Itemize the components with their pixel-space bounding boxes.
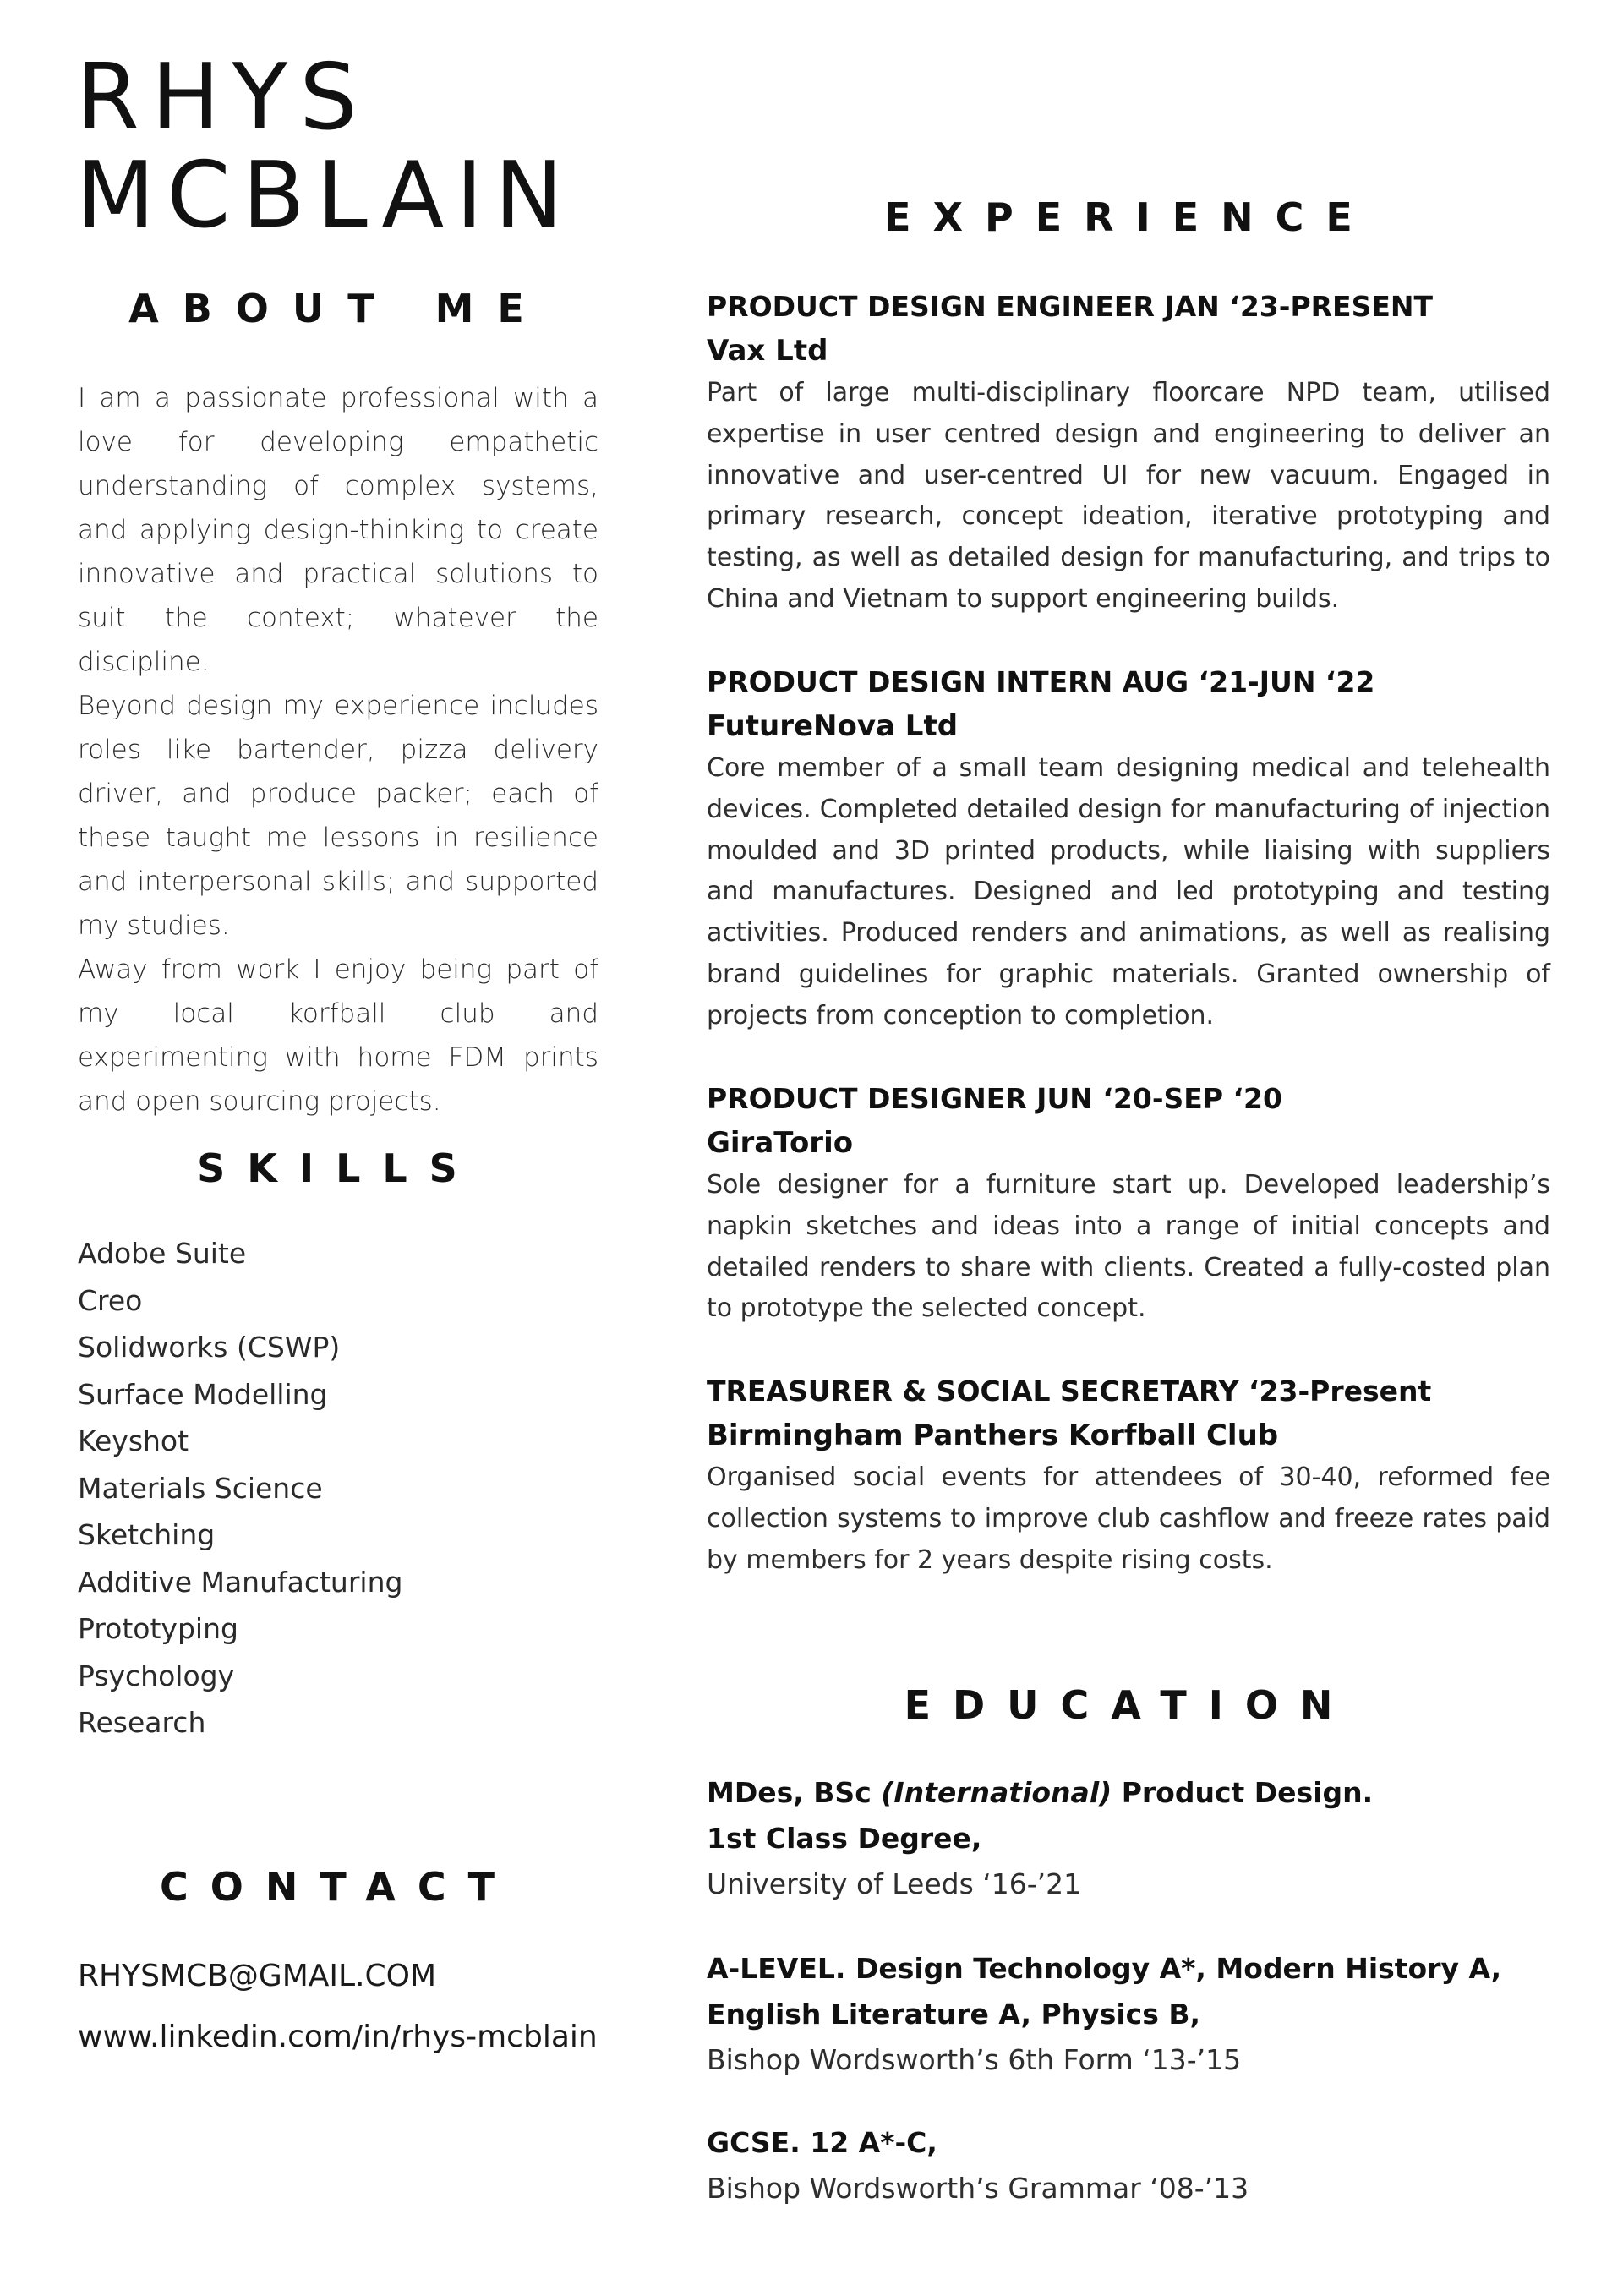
job-entry	[707, 285, 1550, 620]
degree-qualifier: (International)	[881, 1776, 1112, 1809]
about-paragraph: I am a passionate professional with a love for developing empathetic understanding of complex systems, and applying design-thinking to create innovative and practical solutions to suit the context; whatever the discipline.	[78, 383, 598, 677]
candidate-name	[76, 45, 668, 249]
education-heading: EDUCATION	[904, 1682, 1355, 1728]
contact-heading: CONTACT	[160, 1864, 516, 1910]
name-first: RHYS	[76, 45, 369, 150]
skill-item: Prototyping	[78, 1612, 238, 1645]
job-company: FutureNova Ltd	[707, 709, 959, 743]
degree-classification: 1st Class Degree,	[707, 1822, 982, 1855]
job-entry	[707, 1077, 1550, 1330]
job-title: TREASURER & SOCIAL SECRETARY ‘23-Present	[707, 1375, 1432, 1408]
experience-heading: EXPERIENCE	[884, 194, 1374, 240]
about-heading: ABOUT ME	[128, 286, 548, 331]
degree-title	[707, 1770, 1552, 1816]
skill-item: Solidworks (CSWP)	[78, 1331, 341, 1364]
job-description: Organised social events for attendees of 30-40, reformed fee collection systems to improve club cashflow and freeze rates paid by members for 2 years despite rising costs.	[707, 1462, 1550, 1575]
institution: Bishop Wordsworth’s Grammar ‘08-’13	[707, 2172, 1249, 2205]
about-section	[78, 376, 598, 1123]
job-entry	[707, 660, 1550, 1037]
skill-item: Surface Modelling	[78, 1377, 328, 1411]
degree-suffix: Product Design.	[1112, 1776, 1374, 1809]
institution: Bishop Wordsworth’s 6th Form ‘13-’15	[707, 2043, 1242, 2076]
contact-email[interactable]: RHYSMCB@GMAIL.COM	[78, 1959, 437, 1993]
qualification-line: English Literature A, Physics B,	[707, 1998, 1201, 2031]
job-title: PRODUCT DESIGNER JUN ‘20-SEP ‘20	[707, 1082, 1282, 1115]
job-company: GiraTorio	[707, 1126, 854, 1160]
job-description: Core member of a small team designing medical and telehealth devices. Completed detailed design for manufacturing of injection moulded and 3D printed products, while liaising with suppliers and manufactures. Designed and led prototyping and testing activities. Produced renders and animations, as well as realising brand guidelines for graphic materials. Granted ownership of projects from conception to completion.	[707, 753, 1550, 1030]
skill-item: Keyshot	[78, 1424, 189, 1457]
name-last: MCBLAIN	[76, 143, 575, 249]
contact-linkedin[interactable]: www.linkedin.com/in/rhys-mcblain	[78, 2020, 598, 2054]
skill-item: Psychology	[78, 1659, 235, 1692]
skill-item: Additive Manufacturing	[78, 1565, 403, 1599]
education-entry	[707, 1946, 1552, 2083]
job-entry	[707, 1369, 1550, 1581]
job-title: PRODUCT DESIGN ENGINEER JAN ‘23-PRESENT	[707, 290, 1434, 323]
about-paragraph: Beyond design my experience includes roles like bartender, pizza delivery driver, and produce packer; each of these taught me lessons in resilience and interpersonal skills; and supported my studies.	[78, 691, 598, 941]
job-company: Birmingham Panthers Korfball Club	[707, 1419, 1279, 1452]
job-description: Sole designer for a furniture start up. Developed leadership’s napkin sketches and ideas into a range of initial concepts and detailed renders to share with clients. Created a fully-costed plan to prototype the selected concept.	[707, 1170, 1550, 1324]
about-paragraph: Away from work I enjoy being part of my local korfball club and experimenting with home FDM prints and open sourcing projects.	[78, 954, 598, 1117]
skill-item: Adobe Suite	[78, 1237, 247, 1270]
skill-item: Research	[78, 1706, 206, 1739]
institution: University of Leeds ‘16-’21	[707, 1867, 1082, 1900]
qualification-line: GCSE. 12 A*-C,	[707, 2126, 937, 2159]
skill-item: Creo	[78, 1283, 143, 1317]
education-entry	[707, 1770, 1552, 1907]
education-entry	[707, 2120, 1552, 2211]
job-company: Vax Ltd	[707, 334, 828, 368]
skills-list	[78, 1230, 402, 1747]
job-title: PRODUCT DESIGN INTERN AUG ‘21-JUN ‘22	[707, 665, 1375, 698]
degree-prefix: MDes, BSc	[707, 1776, 882, 1809]
job-description: Part of large multi-disciplinary floorcare NPD team, utilised expertise in user centred design and engineering to deliver an innovative and user-centred UI for new vacuum. Engaged in primary research, concept ideation, iterative prototyping and testing, as well as detailed design for manufacturing, and trips to China and Vietnam to support engineering builds.	[707, 378, 1550, 614]
skills-heading: SKILLS	[197, 1145, 479, 1191]
skill-item: Materials Science	[78, 1471, 323, 1505]
skill-item: Sketching	[78, 1518, 216, 1551]
qualification-line: A-LEVEL. Design Technology A*, Modern History A,	[707, 1952, 1502, 1985]
